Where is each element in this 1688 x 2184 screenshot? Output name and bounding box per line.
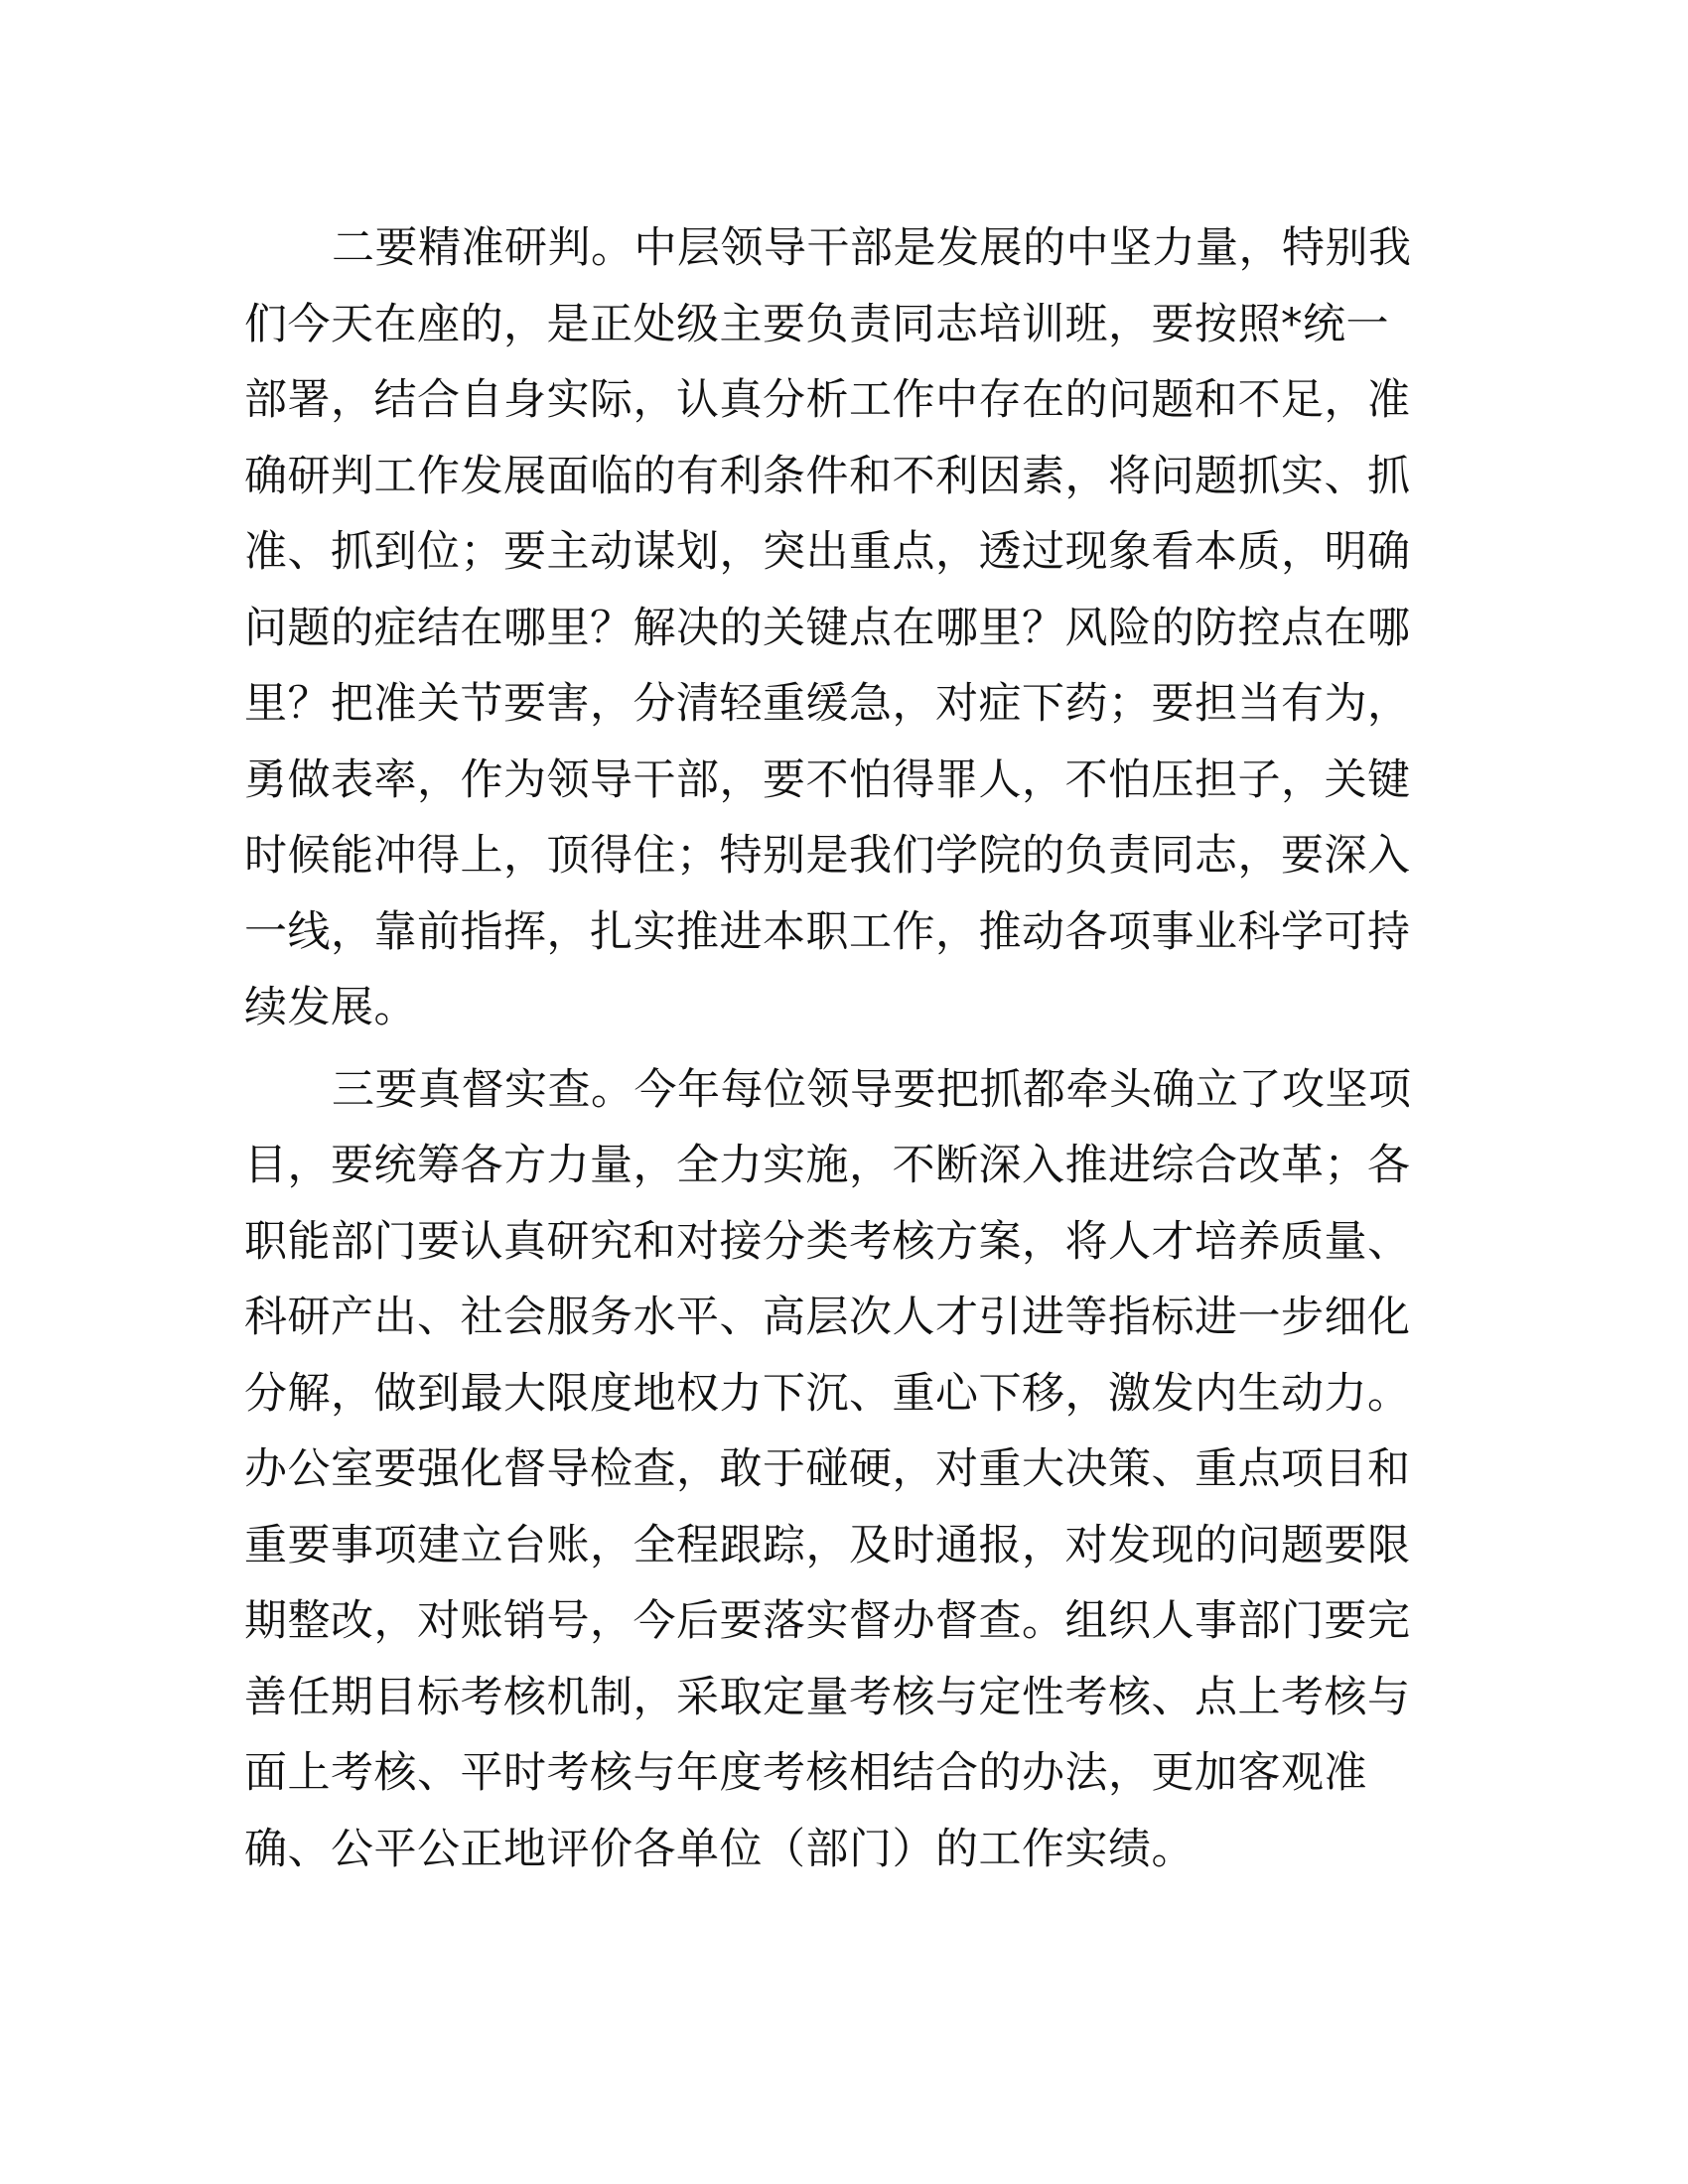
text-line: 时候能冲得上，顶得住；特别是我们学院的负责同志，要深入: [244, 831, 1411, 881]
text-line: 勇做表率，作为领导干部，要不怕得罪人，不怕压担子，关键: [244, 754, 1411, 805]
paragraph-precise-judgment: [244, 210, 1440, 1046]
text-line: 部署，结合自身实际，认真分析工作中存在的问题和不足，准: [244, 375, 1411, 425]
paragraph-supervision-inspection: [244, 1052, 1440, 1888]
document-body: [244, 210, 1440, 1887]
text-line: 确、公平公正地评价各单位（部门）的工作实绩。: [244, 1824, 1195, 1874]
text-line: 目，要统筹各方力量，全力实施，不断深入推进综合改革；各: [244, 1141, 1411, 1190]
text-line: 办公室要强化督导检查，敢于碰硬，对重大决策、重点项目和: [244, 1444, 1411, 1494]
text-line: 科研产出、社会服务水平、高层次人才引进等指标进一步细化: [244, 1293, 1411, 1342]
text-line: 期整改，对账销号，今后要落实督办督查。组织人事部门要完: [244, 1596, 1411, 1646]
text-line: 职能部门要认真研究和对接分类考核方案，将人才培养质量、: [244, 1216, 1411, 1267]
text-line: 问题的症结在哪里？解决的关键点在哪里？风险的防控点在哪: [244, 603, 1411, 653]
text-line: 一线，靠前指挥，扎实推进本职工作，推动各项事业科学可持: [244, 906, 1411, 957]
text-line: 里？把准关节要害，分清轻重缓急，对症下药；要担当有为，: [244, 679, 1411, 729]
text-line: 二要精准研判。中层领导干部是发展的中坚力量，特别我: [332, 223, 1412, 273]
text-line: 面上考核、平时考核与年度考核相结合的办法，更加客观准: [244, 1748, 1367, 1798]
text-line: 准、抓到位；要主动谋划，突出重点，透过现象看本质，明确: [244, 527, 1411, 577]
text-line: 们今天在座的，是正处级主要负责同志培训班，要按照*统一: [244, 299, 1389, 349]
text-line: 确研判工作发展面临的有利条件和不利因素，将问题抓实、抓: [244, 451, 1411, 501]
text-line: 重要事项建立台账，全程跟踪，及时通报，对发现的问题要限: [244, 1520, 1411, 1570]
text-line: 续发展。: [244, 983, 417, 1032]
text-line: 三要真督实查。今年每位领导要把抓都牵头确立了攻坚项: [332, 1064, 1412, 1115]
text-line: 分解，做到最大限度地权力下沉、重心下移，激发内生动力。: [244, 1368, 1411, 1419]
text-line: 善任期目标考核机制，采取定量考核与定性考核、点上考核与: [244, 1672, 1411, 1722]
